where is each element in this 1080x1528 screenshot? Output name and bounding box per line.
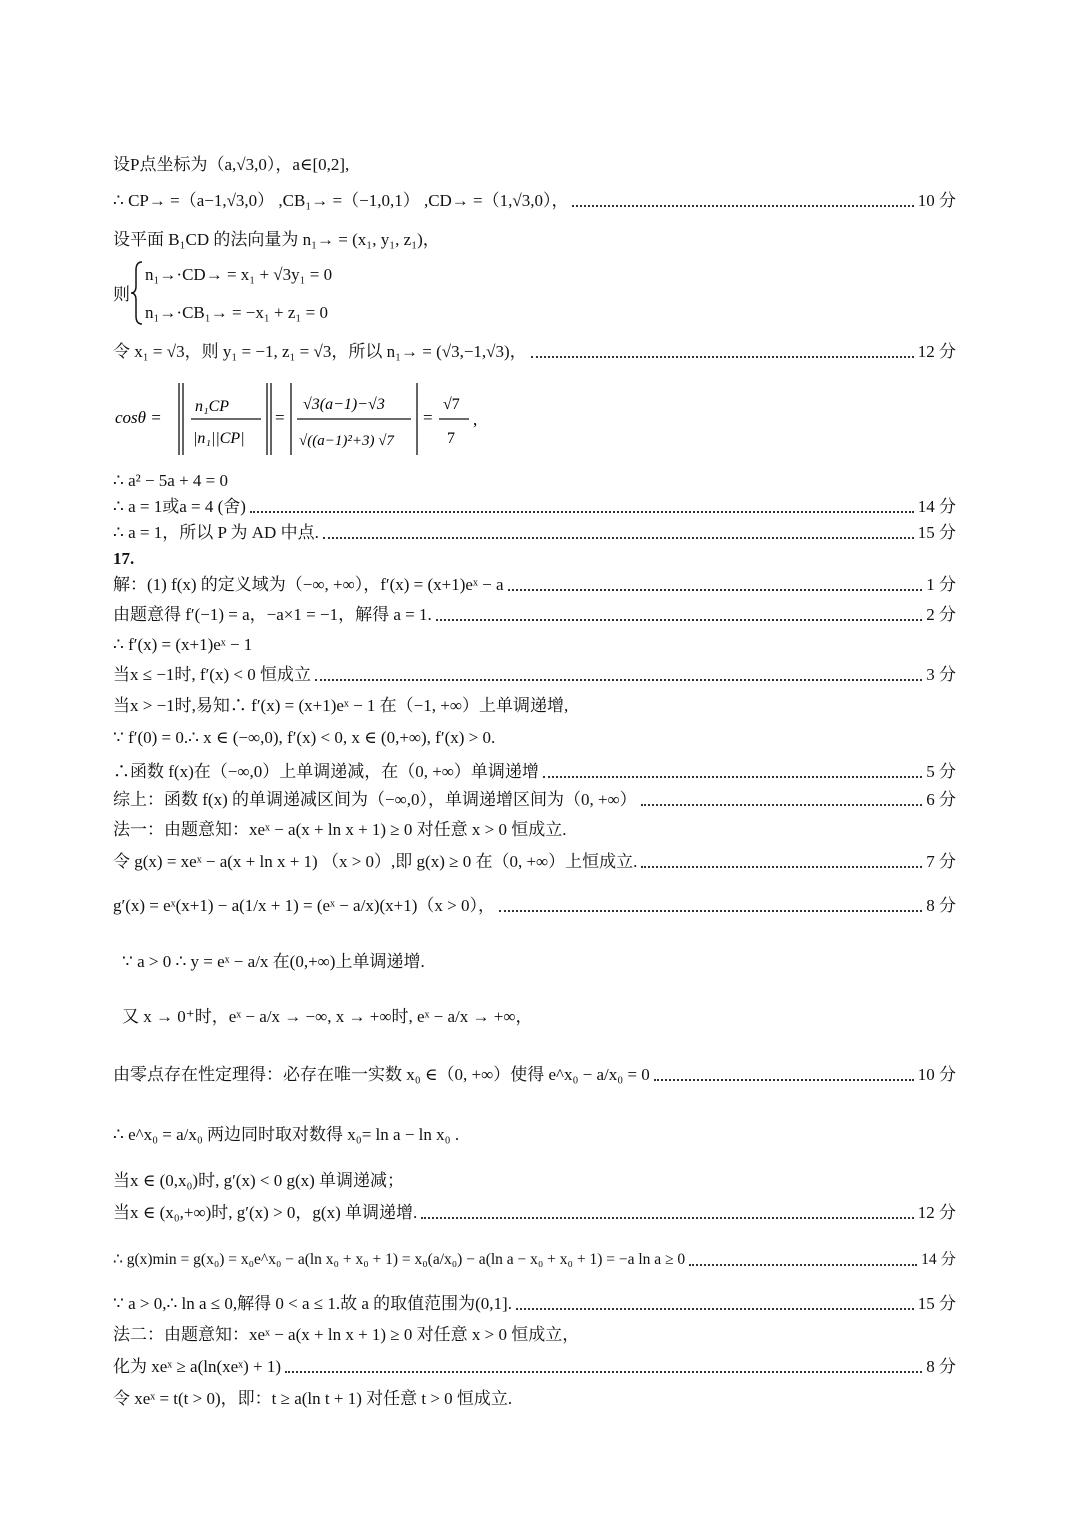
- dot-leader: [250, 510, 914, 513]
- score-label: 8 分: [926, 896, 956, 915]
- line-text: 又 x → 0⁺时，eˣ − a/x → −∞, x → +∞时, eˣ − a/x → +∞，: [122, 1007, 533, 1026]
- solution-line: [113, 693, 956, 719]
- score-label: 7 分: [926, 852, 956, 871]
- line-text: 法二：由题意知：xeˣ − a(x + ln x + 1) ≥ 0 对任意 x > 0 恒成立，: [113, 1325, 580, 1344]
- line-text: 法一：由题意知：xeˣ − a(x + ln x + 1) ≥ 0 对任意 x > 0 恒成立.: [113, 820, 567, 839]
- score-label: 15 分: [917, 523, 956, 542]
- line-text: ∴ CP→ =（a−1,√3,0） ,CB₁→ =（−1,0,1） ,CD→ =（1,√3,0），: [113, 191, 569, 210]
- line-text: 综上：函数 f(x) 的单调递减区间为（−∞,0），单调递增区间为（0, +∞）: [113, 790, 637, 809]
- line-text: g′(x) = eˣ(x+1) − a(1/x + 1) = (eˣ − a/x)(x+1)（x > 0），: [113, 896, 495, 915]
- brace-label: 则: [113, 285, 130, 304]
- dot-leader: [572, 204, 913, 207]
- frac2-num: √3(a−1)−√3: [303, 396, 385, 413]
- svg-text:=: =: [423, 408, 433, 427]
- score-label: 12 分: [917, 1203, 956, 1222]
- line-text: 17.: [113, 549, 135, 568]
- score-label: 3 分: [926, 665, 956, 684]
- score-label: 1 分: [926, 575, 956, 594]
- dot-leader: [285, 1370, 922, 1373]
- solution-line: [113, 893, 956, 919]
- solution-line: [122, 949, 965, 975]
- dot-leader: [689, 1263, 917, 1266]
- score-label: 6 分: [926, 790, 956, 809]
- line-text: ∵ a > 0,∴ ln a ≤ 0,解得 0 < a ≤ 1.故 a 的取值范围为(0,1].: [113, 1294, 512, 1313]
- solution-line: [113, 572, 956, 598]
- dot-leader: [531, 355, 914, 358]
- line-text: ∵ f′(0) = 0.∴ x ∈ (−∞,0), f′(x) < 0, x ∈ (0,+∞), f′(x) > 0.: [113, 728, 496, 747]
- score-label: 10 分: [917, 1065, 956, 1084]
- solution-line: [113, 1291, 956, 1317]
- solution-line: [113, 662, 956, 688]
- solution-line: [113, 494, 956, 520]
- line-text: 解：(1) f(x) 的定义域为（−∞, +∞），f′(x) = (x+1)eˣ − a: [113, 575, 504, 594]
- score-label: 14 分: [921, 1251, 956, 1268]
- line-text: 当x ∈ (0,x₀)时, g′(x) < 0 g(x) 单调递减；: [113, 1171, 405, 1190]
- dot-leader: [436, 618, 923, 621]
- problem-number: [113, 546, 956, 572]
- line-text: 当x ∈ (x₀,+∞)时, g′(x) > 0，g(x) 单调递增.: [113, 1203, 418, 1222]
- frac1-num: n₁CP: [195, 398, 230, 415]
- dot-leader: [654, 1078, 914, 1081]
- line-text: 令 g(x) = xeˣ − a(x + ln x + 1) （x > 0）,即 g(x) ≥ 0 在（0, +∞）上恒成立.: [113, 852, 638, 871]
- solution-line: [113, 227, 956, 253]
- line-text: ∴ g(x)min = g(x₀) = x₀e^x₀ − a(ln x₀ + x₀ + 1) = x₀(a/x₀) − a(ln a − x₀ + x₀ + 1) = −a ln a ≥ 0: [113, 1251, 686, 1268]
- solution-line: [113, 152, 956, 178]
- solution-line: [113, 817, 956, 843]
- line-text: n₁→·CB₁→ = −x₁ + z₁ = 0: [145, 303, 328, 322]
- solution-line: [113, 1122, 956, 1148]
- solution-line: [113, 520, 956, 546]
- line-text: 令 xeˣ = t(t > 0)，即：t ≥ a(ln t + 1) 对任意 t > 0 恒成立.: [113, 1389, 513, 1408]
- solution-line: [113, 632, 956, 658]
- line-text: ∵ a > 0 ∴ y = eˣ − a/x 在(0,+∞)上单调递增.: [122, 952, 425, 971]
- solution-line: [145, 262, 545, 288]
- solution-line: [113, 188, 956, 214]
- line-text: 当x ≤ −1时, f′(x) < 0 恒成立: [113, 665, 311, 684]
- line-text: ∴ e^x₀ = a/x₀ 两边同时取对数得 x₀= ln a − ln x₀ .: [113, 1125, 460, 1144]
- line-text: 设平面 B₁CD 的法向量为 n₁→ = (x₁, y₁, z₁)，: [113, 230, 440, 249]
- score-label: 5 分: [926, 762, 956, 781]
- solution-line: [113, 759, 956, 785]
- line-text: 由零点存在性定理得：必存在唯一实数 x₀ ∈（0, +∞）使得 e^x₀ − a/x₀ = 0: [113, 1065, 650, 1084]
- line-text: ∴ a = 1，所以 P 为 AD 中点.: [113, 523, 319, 542]
- solution-line: [113, 339, 956, 365]
- result-num: √7: [443, 396, 460, 413]
- solution-line: [113, 1386, 956, 1412]
- line-text: 由题意得 f′(−1) = a，−a×1 = −1，解得 a = 1.: [113, 605, 432, 624]
- solution-line: [113, 787, 956, 813]
- line-text: ∴函数 f(x)在（−∞,0）上单调递减，在（0, +∞）单调递增: [113, 762, 539, 781]
- dot-leader: [315, 678, 922, 681]
- line-text: ∴ f′(x) = (x+1)eˣ − 1: [113, 635, 253, 654]
- solution-line: [122, 1004, 965, 1030]
- line-text: ∴ a² − 5a + 4 = 0: [113, 471, 229, 490]
- score-label: 12 分: [917, 342, 956, 361]
- solution-line: [113, 1322, 956, 1348]
- result-den: 7: [447, 430, 455, 447]
- solution-line: [113, 1168, 956, 1194]
- svg-text:=: =: [275, 408, 285, 427]
- line-text: 当x > −1时,易知∴ f′(x) = (x+1)eˣ − 1 在（−1, +∞）上单调递增,: [113, 696, 569, 715]
- solution-line: [113, 849, 956, 875]
- solution-line: [113, 1062, 956, 1088]
- frac1-den: |n₁||CP|: [193, 430, 245, 447]
- score-label: 10 分: [917, 191, 956, 210]
- score-label: 2 分: [926, 605, 956, 624]
- line-text: 设P点坐标为（a,√3,0），a∈[0,2],: [113, 155, 350, 174]
- solution-line: [113, 1200, 956, 1226]
- dot-leader: [641, 865, 922, 868]
- dot-leader: [516, 1307, 914, 1310]
- dot-leader: [323, 536, 914, 539]
- cos-lhs: cosθ =: [115, 408, 162, 427]
- line-text: n₁→·CD→ = x₁ + √3y₁ = 0: [145, 265, 333, 284]
- cos-formula: [113, 375, 533, 465]
- cos-tail: ,: [473, 410, 478, 429]
- cos-formula-graphic: [113, 375, 533, 465]
- dot-leader: [641, 803, 923, 806]
- solution-line: [113, 1247, 956, 1273]
- dot-leader: [499, 909, 922, 912]
- solution-line: [113, 1354, 956, 1380]
- solution-line: [113, 725, 956, 751]
- score-label: 14 分: [917, 497, 956, 516]
- solution-line: [113, 602, 956, 628]
- line-text: 化为 xeˣ ≥ a(ln(xeˣ) + 1): [113, 1357, 281, 1376]
- dot-leader: [421, 1216, 914, 1219]
- dot-leader: [543, 775, 922, 778]
- score-label: 15 分: [917, 1294, 956, 1313]
- dot-leader: [508, 588, 923, 591]
- brace-icon: [130, 260, 144, 326]
- frac2-den: √((a−1)²+3) √7: [299, 433, 394, 449]
- solution-line: [113, 468, 956, 494]
- line-text: ∴ a = 1或a = 4 (舍): [113, 497, 246, 516]
- line-text: 令 x₁ = √3，则 y₁ = −1, z₁ = √3，所以 n₁→ = (√3,−1,√3)，: [113, 342, 527, 361]
- solution-line: [145, 300, 545, 326]
- score-label: 8 分: [926, 1357, 956, 1376]
